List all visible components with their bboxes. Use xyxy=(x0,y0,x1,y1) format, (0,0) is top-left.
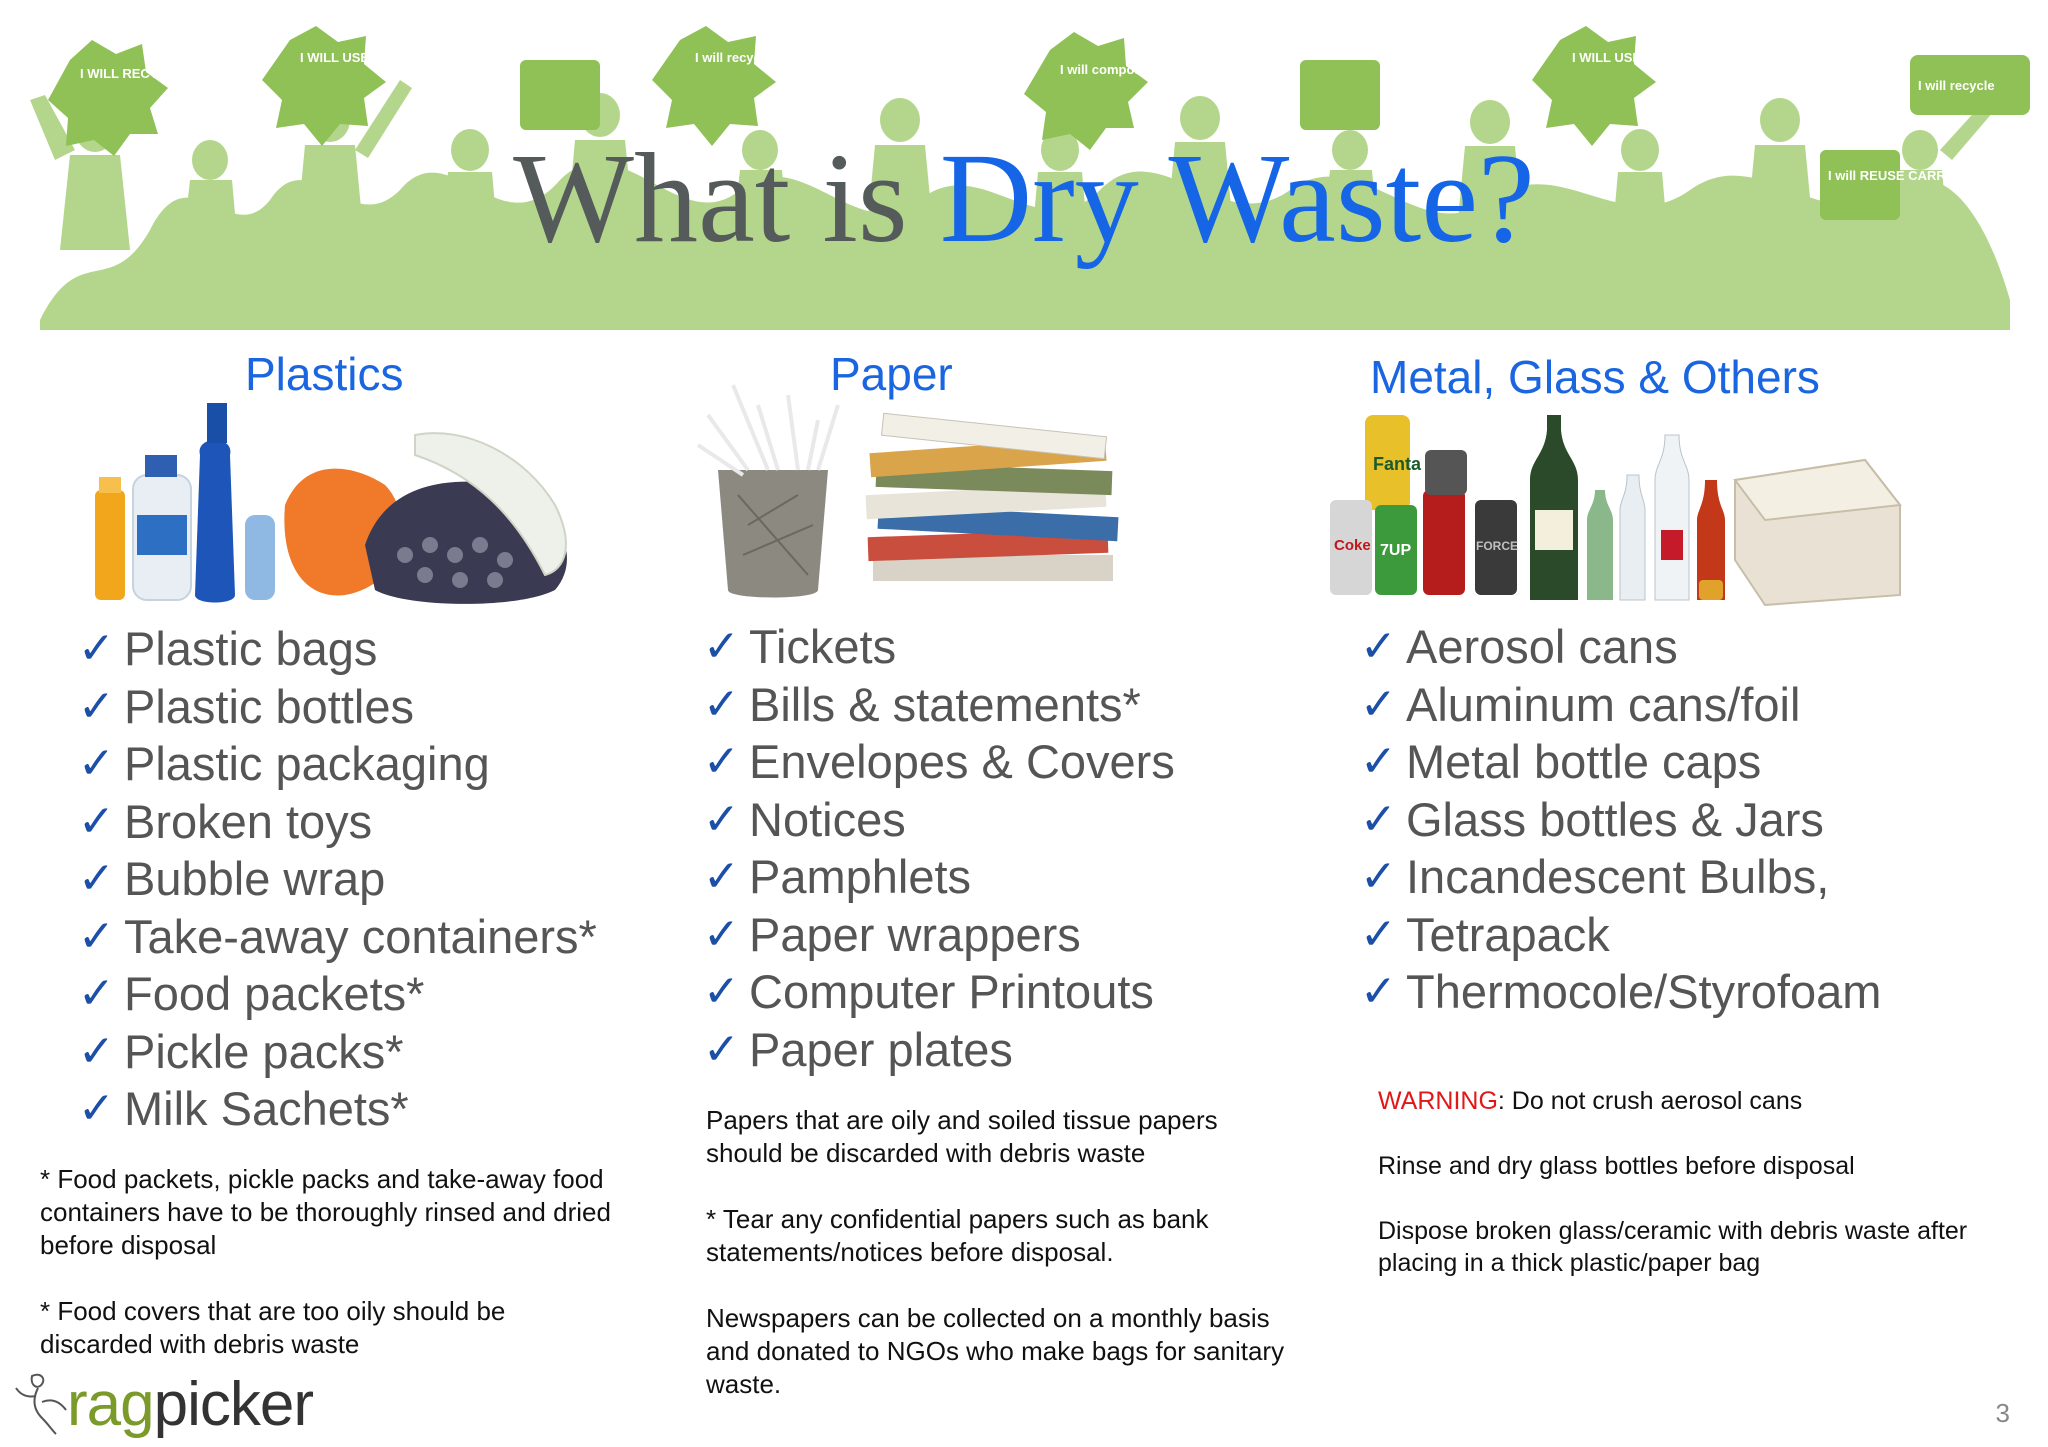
list-item: ✓ Tetrapack xyxy=(1360,906,1881,964)
svg-text:7UP: 7UP xyxy=(1380,542,1412,559)
check-icon: ✓ xyxy=(703,851,740,902)
title-part-2: Dry Waste? xyxy=(939,127,1535,269)
check-icon: ✓ xyxy=(78,910,115,962)
list-item: ✓ Pamphlets xyxy=(703,848,1175,906)
plastics-notes xyxy=(40,1163,620,1361)
list-item: ✓ Milk Sachets* xyxy=(78,1080,597,1138)
svg-text:Coke: Coke xyxy=(1334,537,1371,554)
list-item: ✓ Broken toys xyxy=(78,793,597,851)
list-item: ✓ Metal bottle caps xyxy=(1360,733,1881,791)
note-text: * Food covers that are too oily should be discarded with debris waste xyxy=(40,1296,506,1359)
note-text: Papers that are oily and soiled tissue papers should be discarded with debris waste xyxy=(706,1105,1218,1168)
check-icon: ✓ xyxy=(78,623,115,674)
list-item: ✓ Plastic bottles xyxy=(78,678,597,736)
svg-text:I WILL USE MY LEFTOVERS: I WILL USE MY LEFTOVERS xyxy=(300,50,474,65)
list-item: ✓ Envelopes & Covers xyxy=(703,733,1175,791)
check-icon: ✓ xyxy=(703,966,740,1017)
note-text: Newspapers can be collected on a monthly basis and donated to NGOs who make bags for sanitary waste. xyxy=(706,1303,1285,1399)
check-icon: ✓ xyxy=(1360,678,1397,730)
svg-text:Fanta: Fanta xyxy=(1373,454,1422,474)
check-icon: ✓ xyxy=(703,621,740,672)
svg-text:I will recycle: I will recycle xyxy=(1918,78,1995,93)
paper-notes xyxy=(706,1104,1286,1401)
logo-text: ragpicker xyxy=(67,1370,313,1439)
check-icon: ✓ xyxy=(703,736,740,787)
check-icon: ✓ xyxy=(1360,736,1397,787)
list-item: ✓ Aerosol cans xyxy=(1360,618,1881,676)
check-icon: ✓ xyxy=(1360,908,1397,960)
check-icon: ✓ xyxy=(1360,966,1397,1017)
paper-illustration xyxy=(688,375,1128,605)
logo-figure-icon xyxy=(12,1368,72,1438)
list-item: ✓ Take-away containers* xyxy=(78,908,597,966)
check-icon: ✓ xyxy=(1360,621,1397,672)
list-item: ✓ Plastic packaging xyxy=(78,735,597,793)
svg-text:I will recycle: I will recycle xyxy=(695,50,772,65)
check-icon: ✓ xyxy=(703,908,740,960)
list-item: ✓ Plastic bags xyxy=(78,620,597,678)
check-icon: ✓ xyxy=(1360,793,1397,845)
metal-glass-list xyxy=(1360,618,1881,1021)
list-item: ✓ Paper wrappers xyxy=(703,906,1175,964)
check-icon: ✓ xyxy=(78,795,115,847)
list-item: ✓ Glass bottles & Jars xyxy=(1360,791,1881,849)
svg-text:I WILL USE MY LEFTOVERS: I WILL USE MY LEFTOVERS xyxy=(1572,50,1746,65)
list-item: ✓ Food packets* xyxy=(78,965,597,1023)
check-icon: ✓ xyxy=(78,1083,115,1134)
note-text: * Tear any confidential papers such as bank statements/notices before disposal. xyxy=(706,1204,1209,1267)
svg-text:FORCE: FORCE xyxy=(1476,539,1518,553)
ragpicker-logo xyxy=(12,1368,312,1440)
page-title xyxy=(0,128,2048,269)
check-icon: ✓ xyxy=(703,1023,740,1075)
svg-text:I will REUSE CARRIER BAGS: I will REUSE CARRIER BAGS xyxy=(1828,168,2009,183)
svg-text:I will compost: I will compost xyxy=(1060,62,1146,77)
list-item: ✓ Paper plates xyxy=(703,1021,1175,1079)
check-icon: ✓ xyxy=(78,853,115,904)
note-text: * Food packets, pickle packs and take-away food containers have to be thoroughly rinsed and dried before disposal xyxy=(40,1164,611,1260)
check-icon: ✓ xyxy=(78,738,115,789)
check-icon: ✓ xyxy=(78,680,115,732)
heading-paper: Paper xyxy=(830,348,953,400)
check-icon: ✓ xyxy=(78,968,115,1019)
warning-label: WARNING xyxy=(1378,1087,1498,1115)
metal-glass-illustration xyxy=(1325,410,1905,610)
check-icon: ✓ xyxy=(78,1025,115,1077)
list-item: ✓ Bills & statements* xyxy=(703,676,1175,734)
svg-text:I WILL RECYCLE GLASS: I WILL RECYCLE GLASS xyxy=(80,66,233,81)
plastics-illustration xyxy=(85,395,595,610)
warning-note: WARNING: Do not crush aerosol cans xyxy=(1378,1087,1803,1115)
title-part-1: What is xyxy=(513,127,940,269)
note-text: Dispose broken glass/ceramic with debris waste after placing in a thick plastic/paper bag xyxy=(1378,1217,1968,1277)
list-item: ✓ Bubble wrap xyxy=(78,850,597,908)
page-number: 3 xyxy=(1995,1398,2010,1428)
list-item: ✓ Thermocole/Styrofoam xyxy=(1360,963,1881,1021)
metal-glass-notes xyxy=(1378,1085,1988,1279)
list-item: ✓ Incandescent Bulbs, xyxy=(1360,848,1881,906)
check-icon: ✓ xyxy=(1360,851,1397,902)
heading-plastics: Plastics xyxy=(245,348,404,400)
check-icon: ✓ xyxy=(703,678,740,730)
list-item: ✓ Pickle packs* xyxy=(78,1023,597,1081)
note-text: Rinse and dry glass bottles before disposal xyxy=(1378,1152,1855,1180)
list-item: ✓ Notices xyxy=(703,791,1175,849)
list-item: ✓ Tickets xyxy=(703,618,1175,676)
check-icon: ✓ xyxy=(703,793,740,845)
heading-metal-glass-others: Metal, Glass & Others xyxy=(1370,351,1820,403)
plastics-list xyxy=(78,620,597,1138)
paper-list xyxy=(703,618,1175,1078)
list-item: ✓ Computer Printouts xyxy=(703,963,1175,1021)
list-item: ✓ Aluminum cans/foil xyxy=(1360,676,1881,734)
